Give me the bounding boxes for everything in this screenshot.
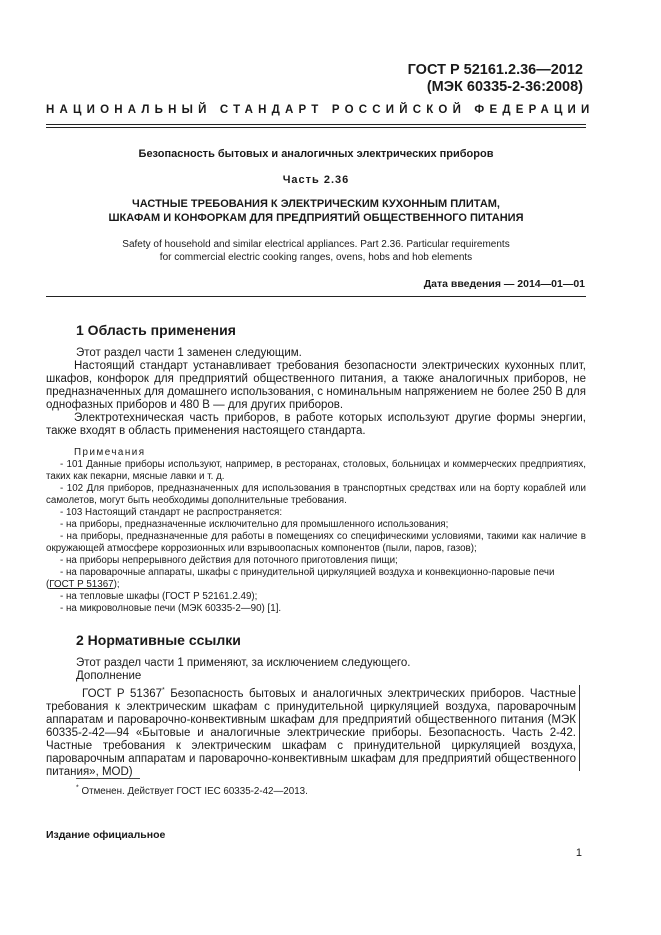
reference-text: Безопасность бытовых и аналогичных электрических приборов. Частные требования к электрическим шкафам с принудительной циркуляцией воздуха, пароварочным аппаратам и пароварочно-конвективным шкафам для предприятий общественного питания (МЭК 60335-2-42—94 «Бытовые и аналогичные электрические приборы. Безопасность. Часть 2-42. Частные требования к электрическим шкафам с принудительной циркуляцией воздуха, пароварочным аппаратам и пароварочно-конвективным шкафам для предприятий общественного питания», MOD) (46, 688, 577, 778)
footnote (76, 786, 308, 797)
header-rule-bottom (46, 127, 586, 128)
notes-block (46, 447, 586, 615)
note-103-item-special-conditions: - на приборы, предназначенные для работы в помещениях со специфическими условиями, такими как наличие в окружающей атмосфере коррозионных или взрывоопасных компонентов (пыли, паров, газов); (46, 531, 586, 554)
section1-paragraph-3: Электротехническая часть приборов, в работе которых используют другие формы энергии, также входят в область применения настоящего стандарта. (46, 412, 586, 437)
gost-51367-link[interactable]: ГОСТ Р 51367 (49, 579, 114, 590)
note-101: - 101 Данные приборы используют, например, в ресторанах, столовых, больницах и коммерческих предприятиях, таких как пекарни, мясные лавки и т. д. (46, 459, 586, 482)
section1-paragraph-1: Этот раздел части 1 заменен следующим. (76, 347, 302, 359)
document-designation (408, 62, 583, 96)
reference-footnote-mark[interactable]: * (162, 687, 165, 695)
note-102: - 102 Для приборов, предназначенных для использования в транспортных средствах или на борту кораблей или самолетов, могут быть необходимы дополнительные требования. (46, 483, 586, 506)
english-title (46, 238, 586, 264)
requirements-title (46, 198, 586, 225)
requirements-title-line2: ШКАФАМ И КОНФОРКАМ ДЛЯ ПРЕДПРИЯТИЙ ОБЩЕСТВЕННОГО ПИТАНИЯ (108, 211, 524, 224)
note-103-item-steamers: - на пароварочные аппараты, шкафы с принудительной циркуляцией воздуха и конвекционно-паровые печи (60, 567, 555, 578)
english-title-line1: Safety of household and similar electrical appliances. Part 2.36. Particular requirements (122, 239, 510, 250)
english-title-line2: for commercial electric cooking ranges, ovens, hobs and hob elements (159, 252, 473, 263)
header-rule-top (46, 124, 586, 125)
note-103-item-steamers-ref: (ГОСТ Р 51367); (46, 579, 120, 590)
iec-number: (МЭК 60335-2-36:2008) (426, 79, 583, 95)
note-103-item-industrial: - на приборы, предназначенные исключительно для промышленного использования; (60, 519, 449, 530)
section1-paragraph-2: Настоящий стандарт устанавливает требования безопасности электрических кухонных плит, шкафов, конфорок для предприятий общественного питания, а также аналогичных приборов, не предназначенных для домашнего использования, с номинальным напряжением не более 250 В для однофазных приборов и 480 В — для других приборов. (46, 360, 586, 411)
footnote-rule (76, 778, 140, 779)
gost-number: ГОСТ Р 52161.2.36—2012 (407, 62, 583, 78)
national-standard-heading: НАЦИОНАЛЬНЫЙ СТАНДАРТ РОССИЙСКОЙ ФЕДЕРАЦИИ (46, 104, 595, 116)
official-edition: Издание официальное (46, 829, 166, 841)
note-103: - 103 Настоящий стандарт не распространяется: (60, 507, 283, 518)
section2-paragraph-1: Этот раздел части 1 применяют, за исключением следующего. (76, 657, 411, 669)
footnote-mark: * (76, 784, 79, 792)
note-103-item-heating-cabinets: - на тепловые шкафы (ГОСТ Р 52161.2.49); (60, 591, 258, 602)
part-number: Часть 2.36 (282, 174, 350, 186)
footnote-text: Отменен. Действует ГОСТ IEC 60335-2-42—2013. (78, 786, 308, 797)
requirements-title-line1: ЧАСТНЫЕ ТРЕБОВАНИЯ К ЭЛЕКТРИЧЕСКИМ КУХОННЫМ ПЛИТАМ, (132, 198, 500, 210)
introduction-date: Дата введения — 2014—01—01 (423, 278, 585, 290)
date-rule (46, 296, 586, 297)
section2-heading: 2 Нормативные ссылки (76, 632, 241, 648)
section2-paragraph-2: Дополнение (76, 670, 142, 682)
section1-heading: 1 Область применения (76, 322, 236, 338)
note-103-item-continuous: - на приборы непрерывного действия для поточного приготовления пищи; (60, 555, 398, 566)
note-103-item-microwave: - на микроволновые печи (МЭК 60335-2—90) [1]. (60, 603, 282, 614)
general-title: Безопасность бытовых и аналогичных электрических приборов (138, 148, 494, 160)
page-number: 1 (575, 847, 582, 859)
section2-reference (46, 688, 576, 779)
notes-title: Примечания (74, 447, 146, 458)
reference-gost: ГОСТ Р 51367 (82, 688, 163, 700)
